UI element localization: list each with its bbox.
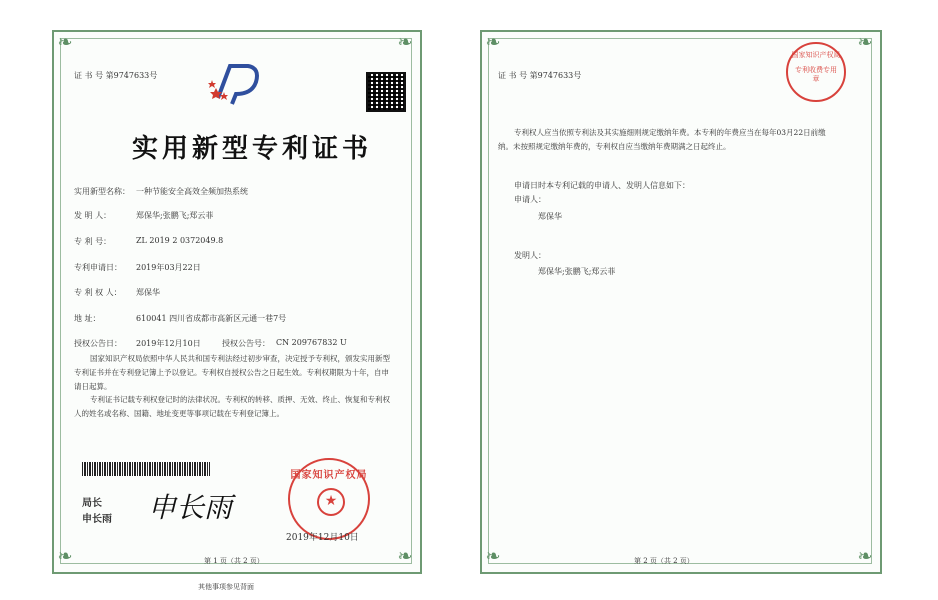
certificate-number: 证 书 号 第9747633号 (74, 71, 158, 80)
ornament-icon: ❧ (857, 546, 873, 567)
field-label-address: 地 址： (74, 314, 101, 323)
grant-paragraph: 国家知识产权局依照中华人民共和国专利法经过初步审查，决定授予专利权，颁发实用新型专利证书并在专利登记簿上予以登记。专利权自授权公告之日起生效。专利权期限为十年，自申请日起算。 (74, 354, 390, 391)
cnipa-logo-icon (208, 58, 262, 108)
inventor-value: 郑保华;张鹏飞;郑云菲 (538, 267, 616, 276)
field-value-inventor: 郑保华;张鹏飞;郑云菲 (136, 211, 214, 220)
field-value-patent-no: ZL 2019 2 0372049.8 (136, 236, 224, 245)
certificate-number-2: 证 书 号 第9747633号 (498, 71, 582, 80)
director-label: 局长 (82, 498, 102, 509)
field-value-app-date: 2019年03月22日 (136, 263, 201, 272)
inventor-label: 发明人： (514, 251, 546, 260)
page-number-1: 第 1 页（共 2 页） (204, 557, 264, 565)
field-label-pub-date: 授权公告日： (74, 339, 122, 348)
certificate-page-1 (40, 0, 430, 600)
certificate-page-2 (468, 0, 892, 600)
field-value-address: 610041 四川省成都市高新区元通一巷7号 (136, 314, 287, 323)
seal-date: 2019年12月10日 (286, 533, 359, 543)
emblem-icon: ★ (317, 488, 345, 516)
signature: 申长雨 (148, 491, 233, 524)
ornament-icon: ❧ (397, 32, 413, 53)
page-2-inner-border (488, 38, 872, 564)
director-name: 申长雨 (82, 514, 112, 525)
record-paragraph: 专利证书记载专利权登记时的法律状况。专利权的转移、质押、无效、终止、恢复和专利权人的姓名或名称、国籍、地址变更等事项记载在专利登记簿上。 (74, 395, 390, 418)
applicant-label: 申请人： (514, 195, 546, 204)
ornament-icon: ❧ (397, 546, 413, 567)
ornament-icon: ❧ (57, 546, 73, 567)
field-label-name: 实用新型名称： (74, 187, 130, 196)
fee-seal: 国家知识产权局 专利收费专用章 (786, 42, 846, 102)
ornament-icon: ❧ (485, 32, 501, 53)
field-label-app-date: 专利申请日： (74, 263, 122, 272)
field-value-name: 一种节能安全高效全频加热系统 (136, 187, 248, 196)
field-label-patent-no: 专 利 号： (74, 237, 112, 246)
official-seal-left: 国家知识产权局 ★ (288, 458, 370, 540)
ornament-icon: ❧ (485, 546, 501, 567)
field-label-holder: 专 利 权 人： (74, 288, 122, 297)
applicant-value: 郑保华 (538, 212, 562, 221)
page-number-2: 第 2 页（共 2 页） (634, 557, 694, 565)
field-value-holder: 郑保华 (136, 288, 160, 297)
field-value-pub-date: 2019年12月10日 (136, 339, 201, 348)
barcode (82, 462, 210, 476)
field-label-inventor: 发 明 人： (74, 211, 112, 220)
bottom-note: 其他事项参见背面 (198, 583, 254, 591)
record-title: 申请日时本专利记载的申请人、发明人信息如下： (514, 181, 690, 190)
qr-code (366, 72, 406, 112)
field-label-pub-no: 授权公告号： (222, 339, 270, 348)
fee-paragraph: 专利权人应当依照专利法及其实施细则规定缴纳年费。本专利的年费应当在每年03月22日前缴纳。未按照规定缴纳年费的，专利权自应当缴纳年费期满之日起终止。 (498, 128, 826, 151)
certificate-title: 实用新型专利证书 (132, 134, 373, 164)
ornament-icon: ❧ (857, 32, 873, 53)
field-value-pub-no: CN 209767832 U (276, 338, 347, 347)
ornament-icon: ❧ (57, 32, 73, 53)
